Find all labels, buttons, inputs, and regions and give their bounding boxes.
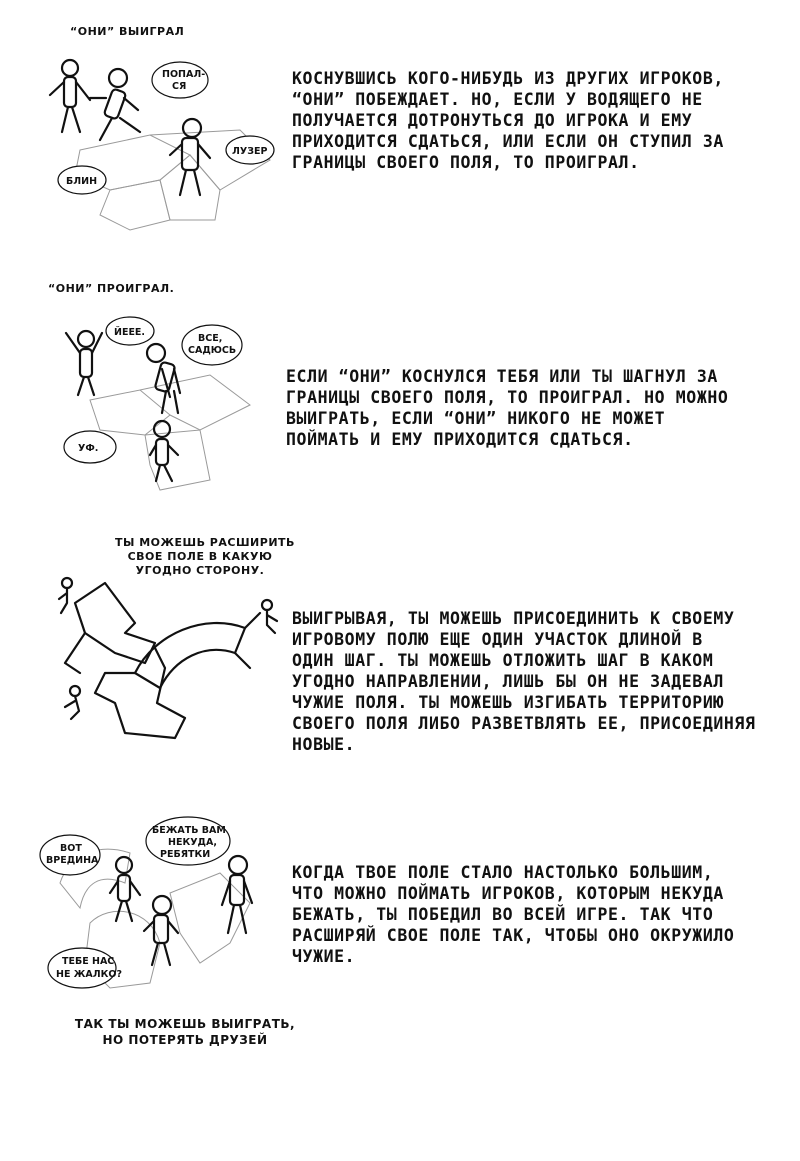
panel-4-illustration xyxy=(40,813,280,1003)
panel-1-illustration xyxy=(40,40,320,240)
panel-4-caption: ТАК ТЫ МОЖЕШЬ ВЫИГРАТЬ, НО ПОТЕРЯТЬ ДРУЗЕЙ xyxy=(74,1017,296,1047)
svg-text:не жалко?: не жалко? xyxy=(56,969,122,980)
panel-3-caption: ТЫ МОЖЕШЬ РАСШИРИТЬ СВОЕ ПОЛЕ В КАКУЮ УГОДНО СТОРОНУ. xyxy=(115,536,295,577)
panel-1 xyxy=(0,0,800,240)
speech-bubble-no-pity xyxy=(48,948,122,988)
panel-2-text: ЕСЛИ “ОНИ” КОСНУЛСЯ ТЕБЯ ИЛИ ТЫ ШАГНУЛ ЗА ГРАНИЦЫ СВОЕГО ПОЛЯ, ТО ПРОИГРАЛ. НО МОЖНО ВЫИГРАТЬ, ЕСЛИ “ОНИ” НИКОГО НЕ МОЖЕТ ПОЙМАТЬ И ЕМУ ПРИХОДИТСЯ СДАТЬСЯ. xyxy=(286,367,729,449)
svg-text:некуда,: некуда, xyxy=(168,837,217,848)
stick-figure-2 xyxy=(147,344,180,413)
svg-text:бежать вам: бежать вам xyxy=(152,825,226,836)
panel-4-text: КОГДА ТВОЕ ПОЛЕ СТАЛО НАСТОЛЬКО БОЛЬШИМ, ЧТО МОЖНО ПОЙМАТЬ ИГРОКОВ, КОТОРЫМ НЕКУДА БЕЖАТЬ, ТЫ ПОБЕДИЛ ВО ВСЕЙ ИГРЕ. ТАК ЧТО РАСШИРЯЙ СВОЕ ПОЛЕ ТАК, ЧТОБЫ ОНО ОКРУЖИЛО ЧУЖИЕ. xyxy=(292,863,735,966)
svg-text:лузер: лузер xyxy=(232,146,268,157)
speech-bubble-yay xyxy=(106,317,154,345)
panel-1-text: КОСНУВШИСЬ КОГО-НИБУДЬ ИЗ ДРУГИХ ИГРОКОВ, “ОНИ” ПОБЕЖДАЕТ. НО, ЕСЛИ У ВОДЯЩЕГО НЕ ПОЛУЧАЕТСЯ ДОТРОНУТЬСЯ ДО ИГРОКА И ЕМУ ПРИХОДИТСЯ СДАТЬСЯ, ИЛИ ЕСЛИ ОН СТУПИЛ ЗА ГРАНИЦЫ СВОЕГО ПОЛЯ, ТО ПРОИГРАЛ. xyxy=(292,69,724,172)
svg-text:уф.: уф. xyxy=(78,443,99,454)
svg-text:ся: ся xyxy=(172,81,187,92)
stick-figure-3 xyxy=(150,421,178,481)
svg-text:садюсь: садюсь xyxy=(188,345,237,356)
stick-figure-right xyxy=(262,600,277,633)
panel-1-caption: “ОНИ” ВЫИГРАЛ xyxy=(70,25,185,38)
stick-figure-2 xyxy=(222,856,252,933)
panel-4 xyxy=(0,808,800,1068)
stick-figure-bottom xyxy=(65,686,80,719)
svg-text:все,: все, xyxy=(198,333,223,344)
svg-text:блин: блин xyxy=(66,176,98,187)
speech-bubble-phew xyxy=(64,431,116,463)
svg-text:вот: вот xyxy=(60,843,82,854)
svg-text:попал-: попал- xyxy=(162,69,206,80)
speech-bubble-damn xyxy=(58,166,106,194)
stick-figure-3 xyxy=(170,119,210,195)
svg-text:вредина: вредина xyxy=(46,855,99,866)
speech-bubble-loser xyxy=(226,136,274,164)
svg-text:йеее.: йеее. xyxy=(114,327,146,338)
stick-figure-1 xyxy=(66,331,102,395)
panel-2-caption: “ОНИ” ПРОИГРАЛ. xyxy=(48,282,175,295)
speech-bubble-sitting xyxy=(182,325,242,365)
speech-bubble-nowhere xyxy=(146,817,230,865)
panel-3-text: ВЫИГРЫВАЯ, ТЫ МОЖЕШЬ ПРИСОЕДИНИТЬ К СВОЕМУ ИГРОВОМУ ПОЛЮ ЕЩЕ ОДИН УЧАСТОК ДЛИНОЙ В ОДИН ШАГ. ТЫ МОЖЕШЬ ОТЛОЖИТЬ ШАГ В КАКОМ УГОДНО НАПРАВЛЕНИИ, ЛИШЬ БЫ ОН НЕ ЗАДЕВАЛ ЧУЖИЕ ПОЛЯ. ТЫ МОЖЕШЬ ИЗГИБАТЬ ТЕРРИТОРИЮ СВОЕГО ПОЛЯ ЛИБО РАЗВЕТВЛЯТЬ ЕЕ, ПРИСОЕДИНЯЯ НОВЫЕ. xyxy=(292,609,756,754)
speech-bubble-meanie xyxy=(40,835,100,875)
svg-text:ребятки: ребятки xyxy=(160,849,211,860)
svg-text:тебе нас: тебе нас xyxy=(62,956,115,967)
panel-3 xyxy=(0,528,800,768)
stick-figure-1 xyxy=(50,60,90,132)
speech-bubble-caught xyxy=(152,62,208,98)
panel-2-illustration xyxy=(50,305,290,505)
stick-figure-2 xyxy=(90,69,140,140)
panel-2 xyxy=(0,270,800,500)
stick-figure-left xyxy=(59,578,72,613)
panel-3-illustration xyxy=(45,573,285,753)
